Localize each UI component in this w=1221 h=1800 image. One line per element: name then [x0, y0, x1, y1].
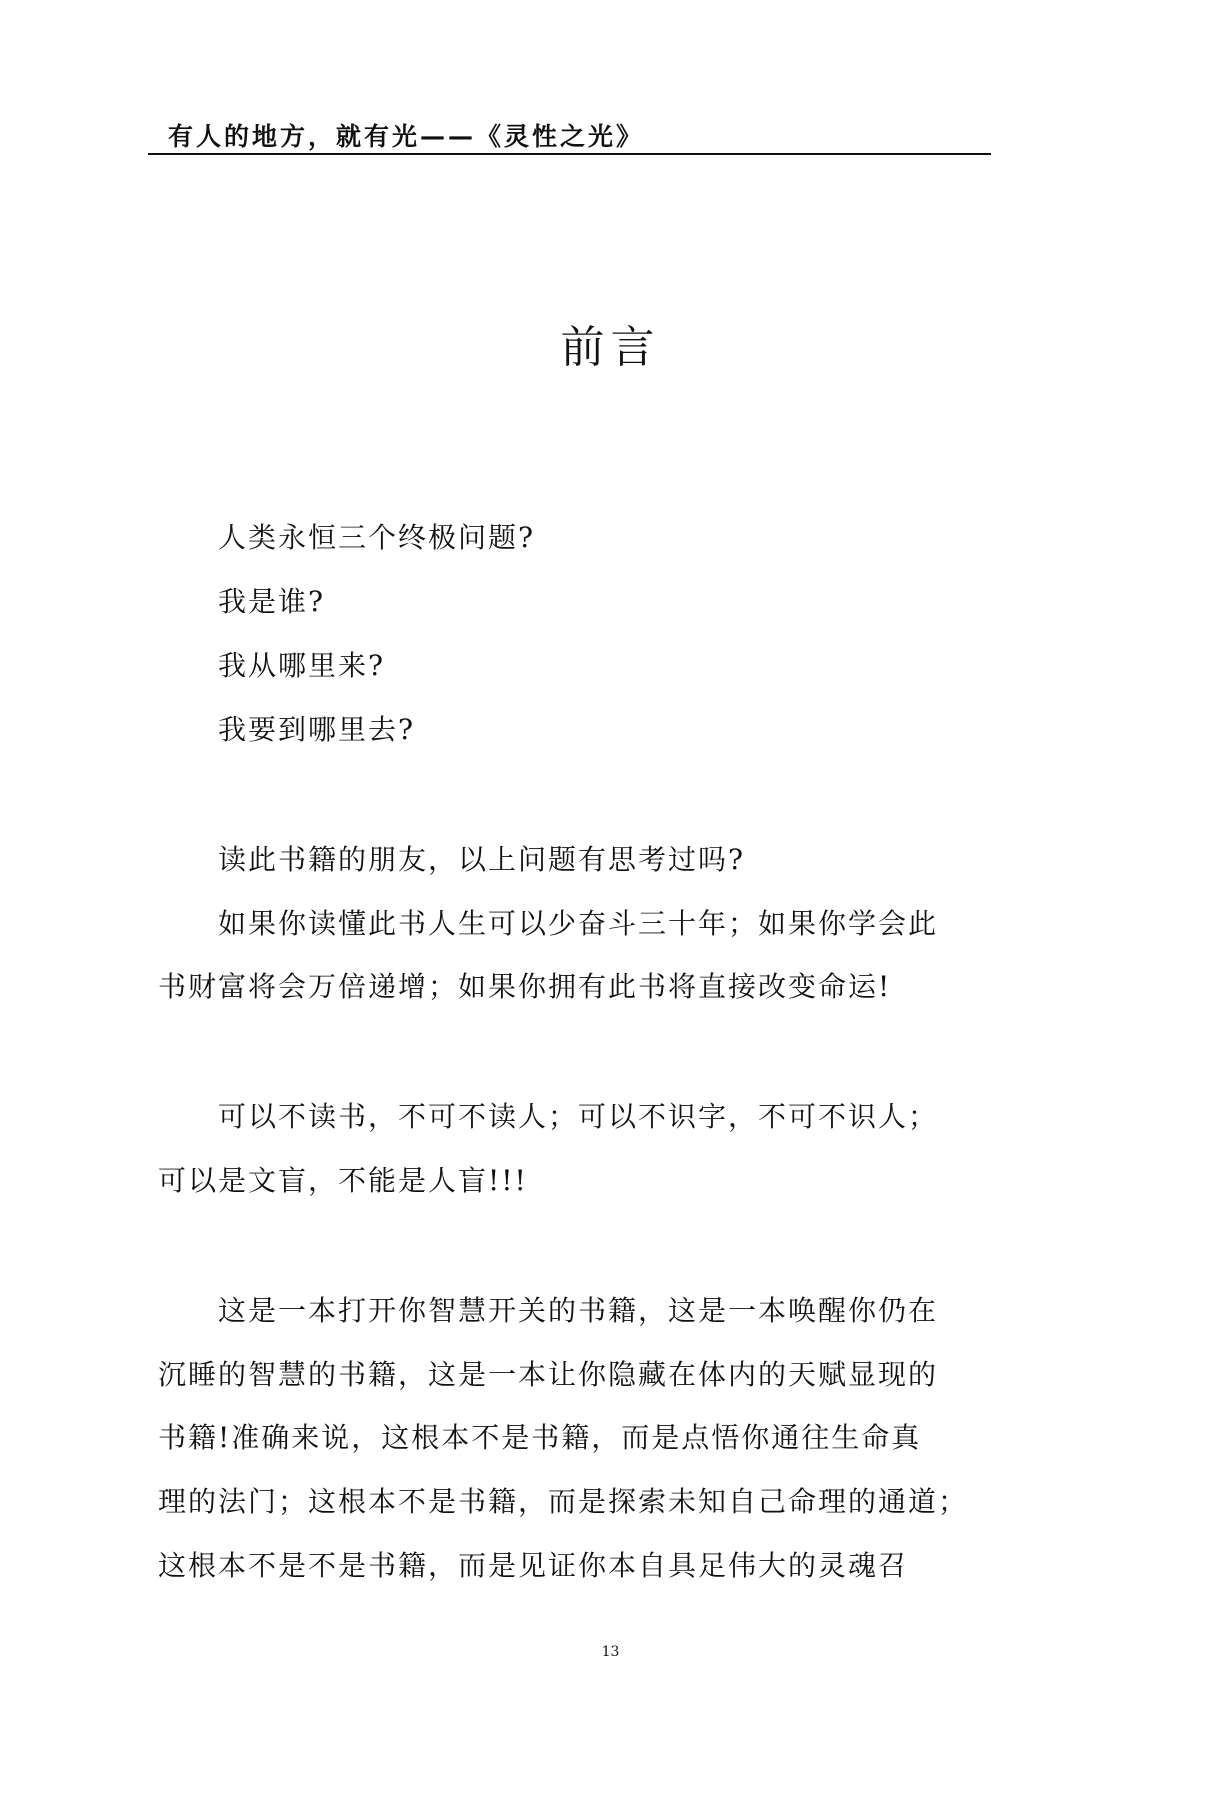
paragraph-3-line-4: 理的法门；这根本不是书籍，而是探索未知自己命理的通道； — [158, 1485, 969, 1518]
page-title: 前言 — [560, 322, 661, 373]
paragraph-1-line-1: 读此书籍的朋友，以上问题有思考过吗? — [218, 843, 746, 876]
paragraph-1-line-2: 如果你读懂此书人生可以少奋斗三十年；如果你学会此 — [218, 907, 939, 940]
paragraph-3-line-3: 书籍!准确来说，这根本不是书籍，而是点悟你通往生命真 — [158, 1421, 922, 1454]
running-header — [148, 121, 991, 155]
paragraph-2-line-2: 可以是文盲，不能是人盲!!! — [158, 1164, 528, 1197]
question-where-from: 我从哪里来? — [218, 649, 386, 682]
paragraph-3-line-2: 沉睡的智慧的书籍，这是一本让你隐藏在体内的天赋显现的 — [158, 1358, 939, 1391]
paragraph-2-line-1: 可以不读书，不可不读人；可以不识字，不可不识人； — [218, 1100, 939, 1133]
question-who-am-i: 我是谁? — [218, 585, 326, 618]
paragraph-3-line-5: 这根本不是不是书籍，而是见证你本自具足伟大的灵魂召 — [158, 1549, 909, 1582]
paragraph-3-line-1: 这是一本打开你智慧开关的书籍，这是一本唤醒你仍在 — [218, 1294, 939, 1327]
page-number: 13 — [601, 1644, 620, 1660]
running-header-text: 有人的地方，就有光——《灵性之光》 — [168, 122, 645, 151]
question-where-to: 我要到哪里去? — [218, 713, 416, 746]
paragraph-1-line-3: 书财富将会万倍递增；如果你拥有此书将直接改变命运! — [158, 970, 892, 1003]
question-intro: 人类永恒三个终极问题? — [218, 521, 536, 554]
